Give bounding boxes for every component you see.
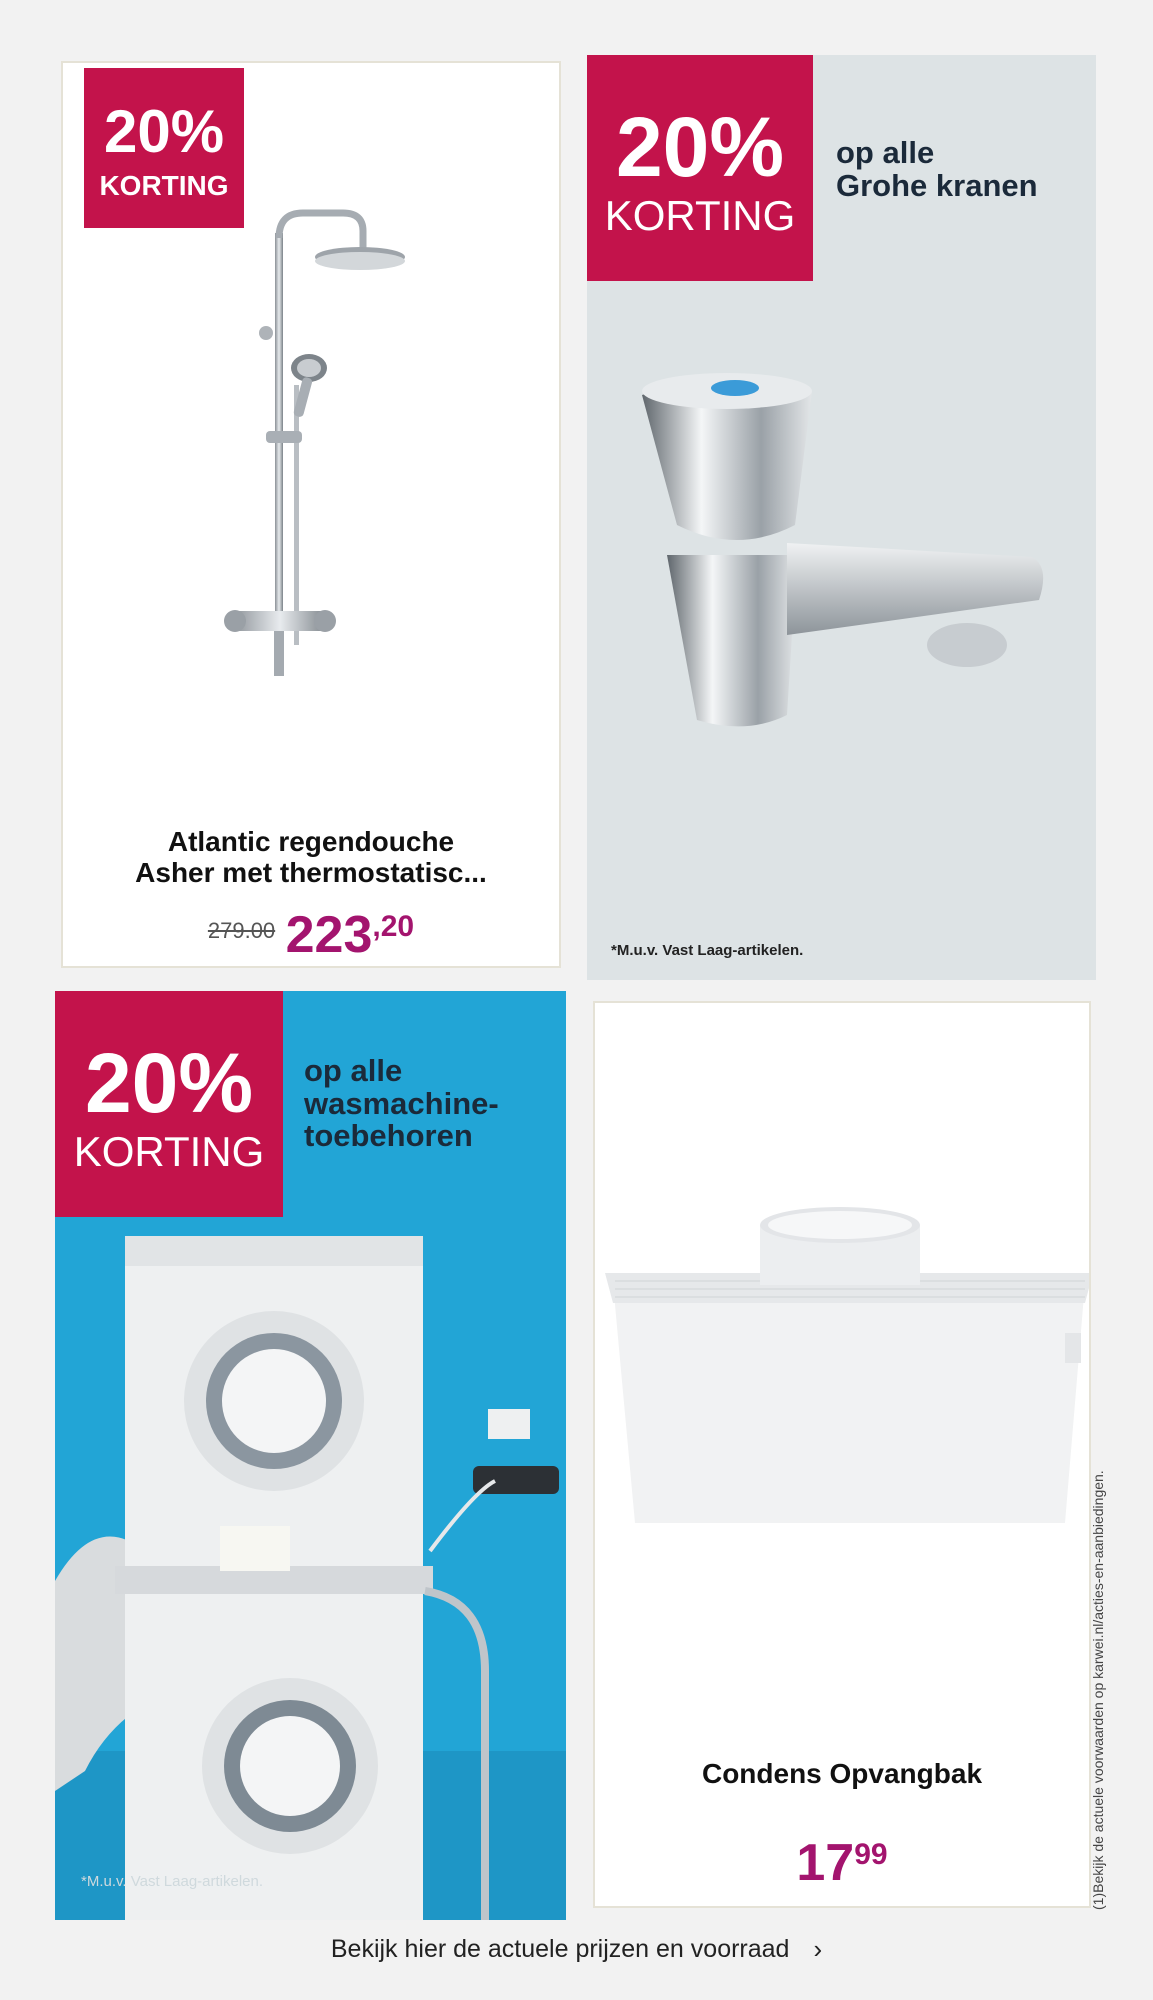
promo-text: op alle wasmachine- toebehoren [304, 1053, 499, 1154]
footer-link-label: Bekijk hier de actuele prijzen en voorraad [330, 1934, 790, 1963]
promo-card-washer-accessories[interactable] [55, 991, 566, 1920]
discount-percent: 20% [103, 98, 225, 165]
price [63, 905, 559, 965]
chevron-right-icon: › [813, 1933, 823, 1964]
promo-card-grohe[interactable] [587, 55, 1096, 980]
promo-text: op alle Grohe kranen [836, 135, 1038, 203]
price-cents: ,20 [372, 910, 415, 943]
terms-note: (1)Bekijk de actuele voorwaarden op karwei.nl/acties-en-aanbiedingen. [1090, 1470, 1106, 1910]
price [595, 1833, 1089, 1893]
price-cents: 99 [854, 1838, 888, 1871]
discount-badge [55, 991, 283, 1217]
price-main: 17 [796, 1834, 855, 1892]
view-prices-stock-link[interactable] [0, 1924, 1153, 1974]
product-card-shower[interactable] [61, 61, 561, 968]
discount-label: KORTING [73, 1128, 265, 1175]
product-name[interactable]: Condens Opvangbak [701, 1758, 983, 1789]
discount-label: KORTING [604, 192, 796, 239]
old-price: 279.00 [207, 918, 276, 943]
product-name[interactable]: Atlantic regendouche Asher met thermostatisc... [135, 826, 487, 888]
faucet-image [587, 55, 1096, 980]
exclusion-note: *M.u.v. Vast Laag-artikelen. [611, 942, 804, 959]
discount-label: KORTING [99, 170, 229, 201]
discount-percent: 20% [615, 100, 785, 194]
exclusion-note: *M.u.v. Vast Laag-artikelen. [81, 1873, 264, 1890]
discount-percent: 20% [84, 1036, 254, 1130]
product-card-condens[interactable] [593, 1001, 1091, 1908]
price-main: 223 [285, 906, 373, 964]
